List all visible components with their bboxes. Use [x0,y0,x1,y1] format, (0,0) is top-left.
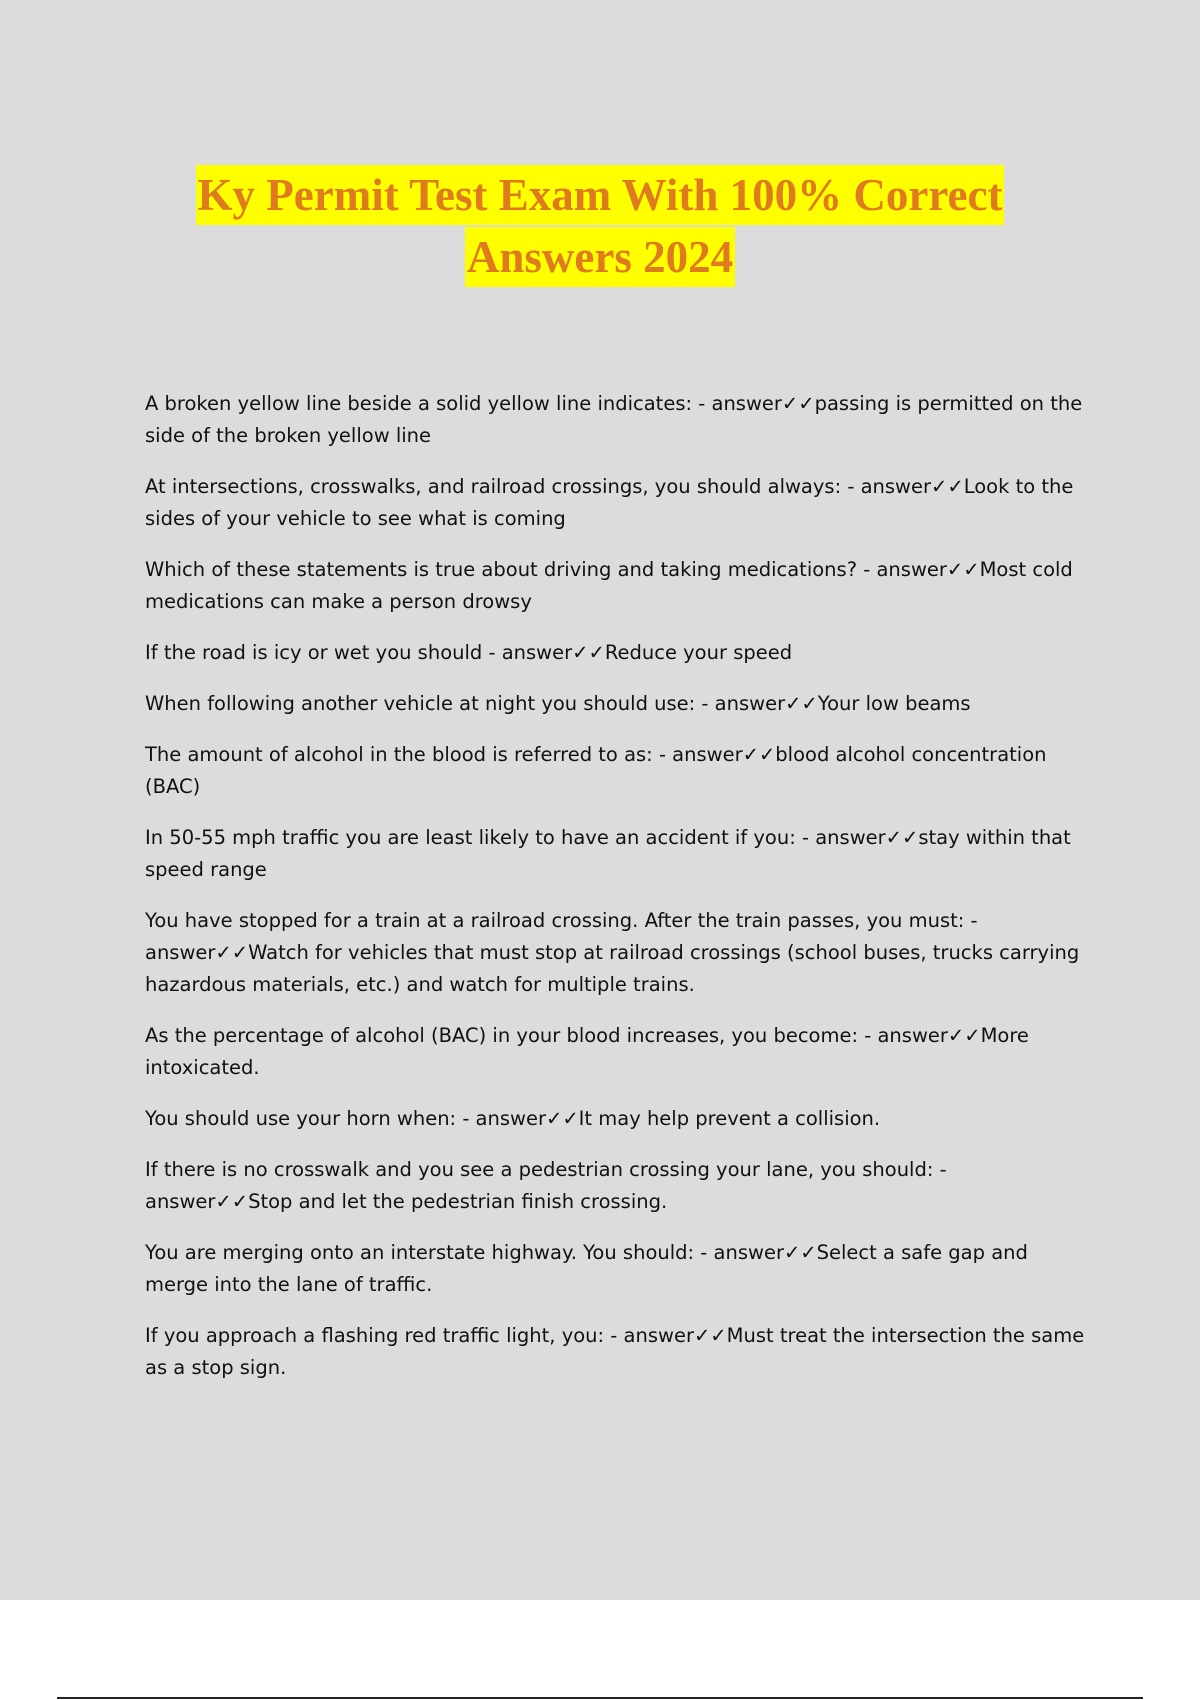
qa-item: If you approach a flashing red traffic light, you: - answer✓✓Must treat the intersection the same as a stop sign. [145,1324,1085,1379]
qa-item: You have stopped for a train at a railroad crossing. After the train passes, you must: - answer✓✓Watch for vehicles that must stop at railroad crossings (school buses, trucks carrying hazardous materials, etc.) and watch for multiple trains. [145,909,1080,996]
qa-item: As the percentage of alcohol (BAC) in your blood increases, you become: - answer✓✓More intoxicated. [145,1024,1029,1079]
title-line-2: Answers 2024 [465,227,735,287]
qa-list [145,388,1090,1403]
qa-item: If there is no crosswalk and you see a pedestrian crossing your lane, you should: - answer✓✓Stop and let the pedestrian finish crossing. [145,1158,947,1213]
qa-item: A broken yellow line beside a solid yellow line indicates: - answer✓✓passing is permitted on the side of the broken yellow line [145,392,1083,447]
qa-item: You should use your horn when: - answer✓✓It may help prevent a collision. [145,1107,881,1130]
document-title [0,165,1200,289]
footer-divider [57,1697,1143,1699]
title-line-1: Ky Permit Test Exam With 100% Correct [196,165,1005,225]
qa-item: You are merging onto an interstate highway. You should: - answer✓✓Select a safe gap and merge into the lane of traffic. [145,1241,1028,1296]
qa-item: In 50-55 mph traffic you are least likely to have an accident if you: - answer✓✓stay within that speed range [145,826,1071,881]
qa-item: At intersections, crosswalks, and railroad crossings, you should always: - answer✓✓Look to the sides of your vehicle to see what is coming [145,475,1074,530]
qa-item: When following another vehicle at night you should use: - answer✓✓Your low beams [145,692,971,715]
qa-item: Which of these statements is true about driving and taking medications? - answer✓✓Most cold medications can make a person drowsy [145,558,1073,613]
qa-item: If the road is icy or wet you should - answer✓✓Reduce your speed [145,641,793,664]
qa-item: The amount of alcohol in the blood is referred to as: - answer✓✓blood alcohol concentration (BAC) [145,743,1047,798]
